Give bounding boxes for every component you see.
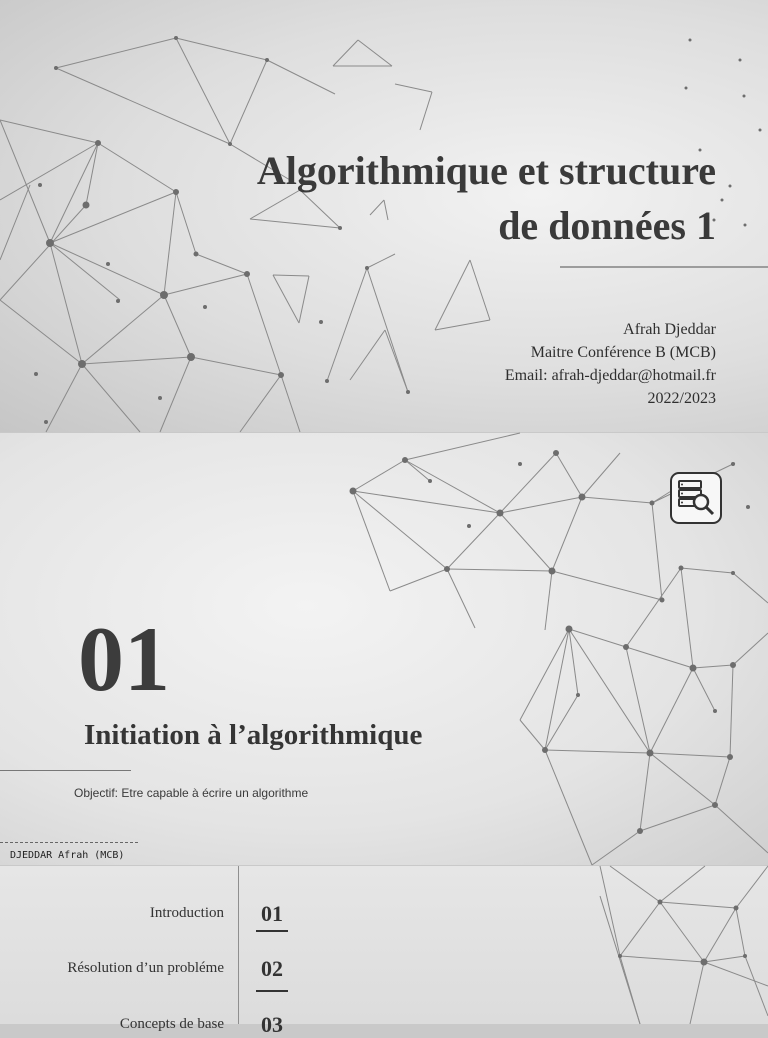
title-divider bbox=[560, 266, 768, 268]
toc-item-label: Introduction bbox=[149, 905, 224, 921]
server-search-icon bbox=[670, 472, 722, 524]
presentation-title bbox=[116, 143, 716, 253]
author-email: Email: afrah-djeddar@hotmail.fr bbox=[504, 367, 716, 384]
footer-author: DJEDDAR Afrah (MCB) bbox=[10, 850, 125, 861]
chapter-slide bbox=[0, 433, 768, 865]
author-role: Maitre Conférence B (MCB) bbox=[530, 344, 716, 361]
chapter-divider bbox=[0, 770, 131, 771]
network-pattern-decoration bbox=[0, 866, 768, 1024]
toc-item-number: 01 bbox=[261, 901, 283, 926]
chapter-number: 01 bbox=[78, 608, 170, 710]
footer-divider bbox=[0, 842, 138, 843]
title-line-1: Algorithmique et structure bbox=[256, 148, 716, 193]
chapter-title: Initiation à l’algorithmique bbox=[84, 719, 423, 751]
title-slide bbox=[0, 0, 768, 432]
author-info bbox=[505, 318, 716, 410]
table-of-contents-slide bbox=[0, 866, 768, 1037]
author-name: Afrah Djeddar bbox=[623, 321, 716, 338]
chapter-objective: Objectif: Etre capable à écrire un algorithme bbox=[74, 786, 309, 800]
toc-item-number: 03 bbox=[261, 1012, 283, 1037]
toc-item-number: 02 bbox=[261, 956, 283, 981]
academic-year: 2022/2023 bbox=[647, 390, 716, 407]
title-line-2: de données 1 bbox=[498, 203, 716, 248]
toc-item-label: Concepts de base bbox=[119, 1016, 224, 1032]
toc-item-underline bbox=[256, 990, 288, 992]
toc-divider bbox=[238, 866, 239, 1024]
toc-item-label: Résolution d’un probléme bbox=[67, 960, 224, 976]
toc-item-underline bbox=[256, 930, 288, 932]
